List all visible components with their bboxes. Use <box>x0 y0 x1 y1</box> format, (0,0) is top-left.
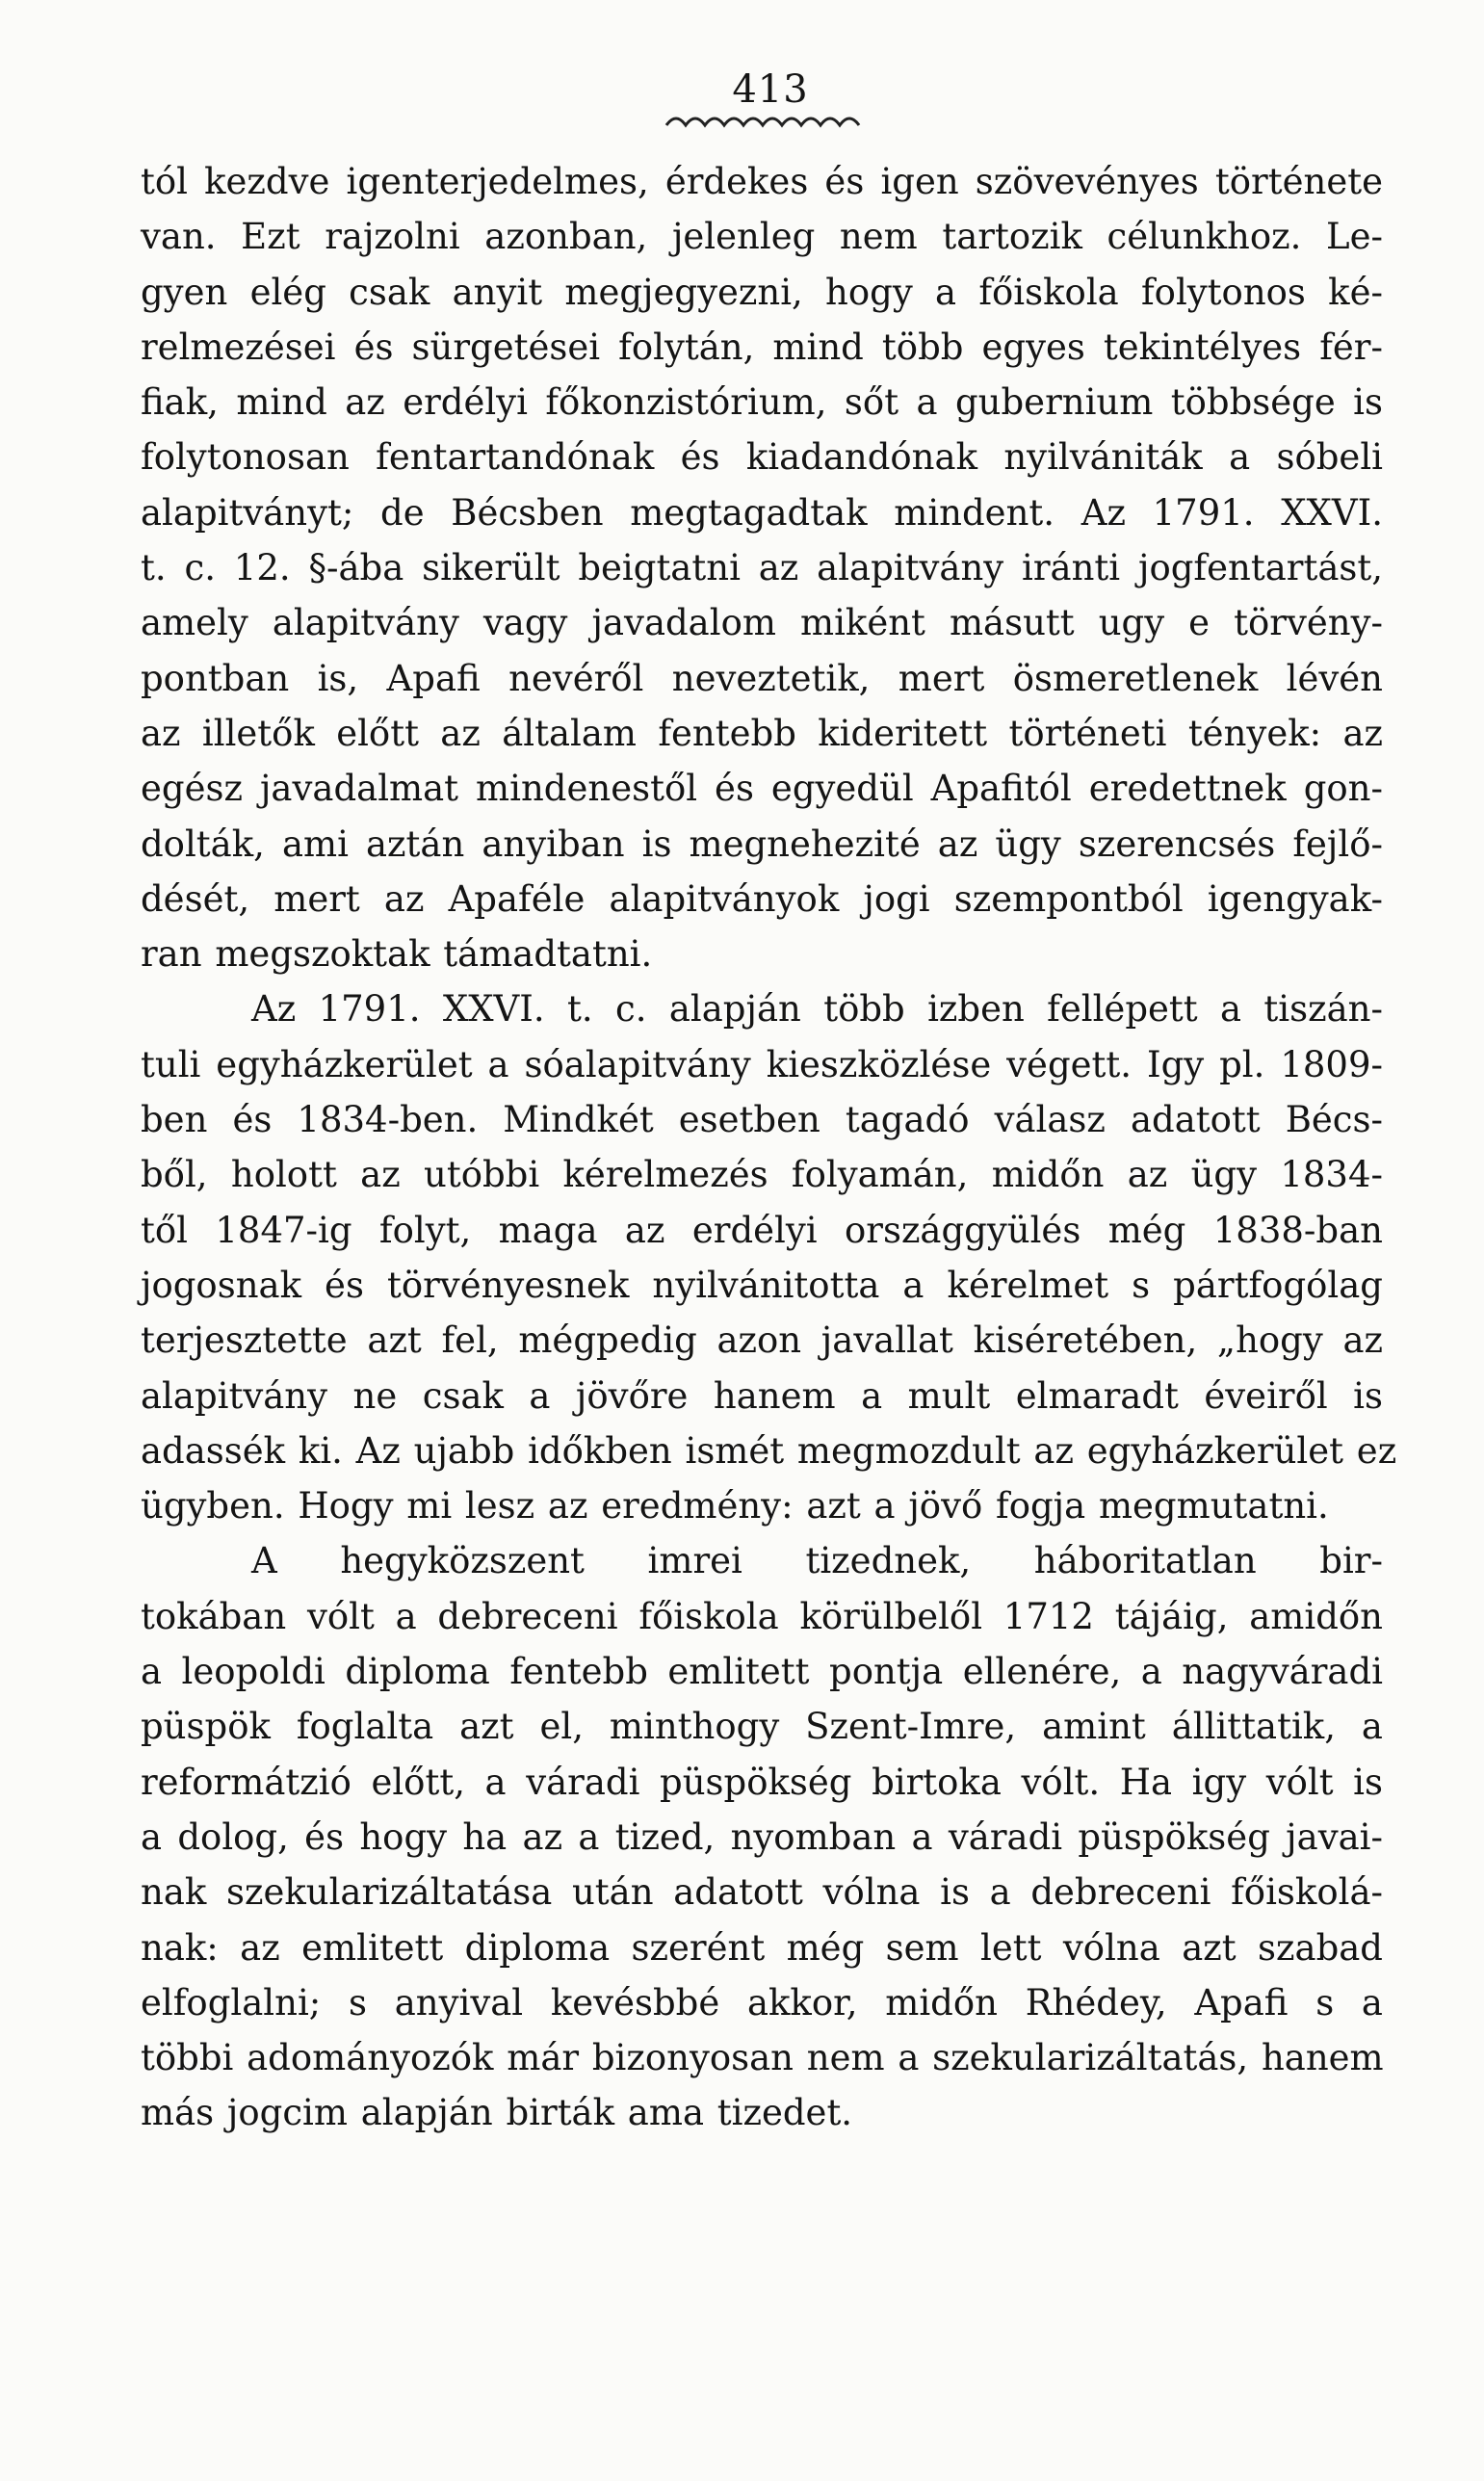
text-line: tuli egyházkerület a sóalapitvány kieszközlése végett. Igy pl. 1809- <box>141 1043 1383 1085</box>
body-text <box>141 154 1397 2141</box>
text-line: gyen elég csak anyit megjegyezni, hogy a főiskola folytonos ké- <box>141 271 1383 313</box>
text-line: nak: az emlitett diploma szerént még sem lett vólna azt szabad <box>141 1926 1383 1969</box>
text-line: ran megszoktak támadtatni. <box>141 933 653 976</box>
text-line: többi adományozók már bizonyosan nem a szekularizáltatás, hanem <box>141 2037 1384 2079</box>
text-line: tól kezdve igenterjedelmes, érdekes és igen szövevényes története <box>141 161 1383 202</box>
text-line: ből, holott az utóbbi kérelmezés folyamán, midőn az ügy 1834- <box>141 1154 1383 1196</box>
page-number: 413 <box>732 67 809 112</box>
text-line: alapitvány ne csak a jövőre hanem a mult elmaradt éveiről is <box>141 1374 1383 1417</box>
text-line: van. Ezt rajzolni azonban, jelenleg nem tartozik célunkhoz. Le- <box>141 216 1383 258</box>
text-line: relmezései és sürgetései folytán, mind több egyes tekintélyes fér- <box>141 326 1383 368</box>
text-line: adassék ki. Az ujabb időkben ismét megmozdult az egyházkerület ez <box>141 1429 1397 1472</box>
text-line: nak szekularizáltatása után adatott vólna is a debreceni főiskolá- <box>141 1871 1383 1914</box>
text-line: jogosnak és törvényesnek nyilvánitotta a kérelmet s pártfogólag <box>141 1264 1383 1306</box>
text-line: egész javadalmat mindenestől és egyedül Apafitól eredettnek gon- <box>141 768 1383 810</box>
text-line: pontban is, Apafi nevéről neveztetik, mert ösmeretlenek lévén <box>141 657 1383 699</box>
text-line: ben és 1834-ben. Mindkét esetben tagadó válasz adatott Bécs- <box>141 1099 1383 1141</box>
text-line: dolták, ami aztán anyiban is megnehezité az ügy szerencsés fejlő- <box>141 823 1383 865</box>
text-line: tokában vólt a debreceni főiskola körülbelől 1712 tájáig, amidőn <box>141 1595 1383 1637</box>
text-line: terjesztette azt fel, mégpedig azon javallat kiséretében, „hogy az <box>141 1319 1383 1362</box>
text-line: más jogcim alapján birták ama tizedet. <box>141 2092 853 2134</box>
text-line: elfoglalni; s anyival kevésbbé akkor, midőn Rhédey, Apafi s a <box>141 1981 1383 2024</box>
text-line: fiak, mind az erdélyi főkonzistórium, sőt a gubernium többsége is <box>141 381 1383 424</box>
wavy-ornament <box>664 108 867 131</box>
text-line: től 1847-ig folyt, maga az erdélyi országgyülés még 1838-ban <box>141 1209 1383 1251</box>
text-line: reformátzió előtt, a váradi püspökség birtoka vólt. Ha igy vólt is <box>141 1761 1383 1803</box>
text-line: püspök foglalta azt el, minthogy Szent-Imre, amint állittatik, a <box>141 1706 1383 1748</box>
text-line: A hegyközszent imrei tizednek, háboritatlan bir- <box>251 1540 1383 1582</box>
text-line: dését, mert az Apaféle alapitványok jogi szempontból igengyak- <box>141 877 1383 920</box>
text-line: amely alapitvány vagy javadalom miként másutt ugy e törvény- <box>141 602 1383 644</box>
text-line: t. c. 12. §-ába sikerült beigtatni az alapitvány iránti jogfentartást, <box>141 547 1383 589</box>
text-line: a dolog, és hogy ha az a tized, nyomban a váradi püspökség javai- <box>141 1815 1383 1858</box>
text-line: a leopoldi diploma fentebb emlitett pontja ellenére, a nagyváradi <box>141 1651 1383 1693</box>
text-line: Az 1791. XXVI. t. c. alapján több izben fellépett a tiszán- <box>251 988 1383 1031</box>
text-line: alapitványt; de Bécsben megtagadtak mindent. Az 1791. XXVI. <box>141 491 1383 534</box>
text-line: az illetők előtt az általam fentebb kideritett történeti tények: az <box>141 712 1383 754</box>
text-line: ügyben. Hogy mi lesz az eredmény: azt a jövő fogja megmutatni. <box>141 1485 1329 1528</box>
text-line: folytonosan fentartandónak és kiadandónak nyilvániták a sóbeli <box>141 436 1383 479</box>
